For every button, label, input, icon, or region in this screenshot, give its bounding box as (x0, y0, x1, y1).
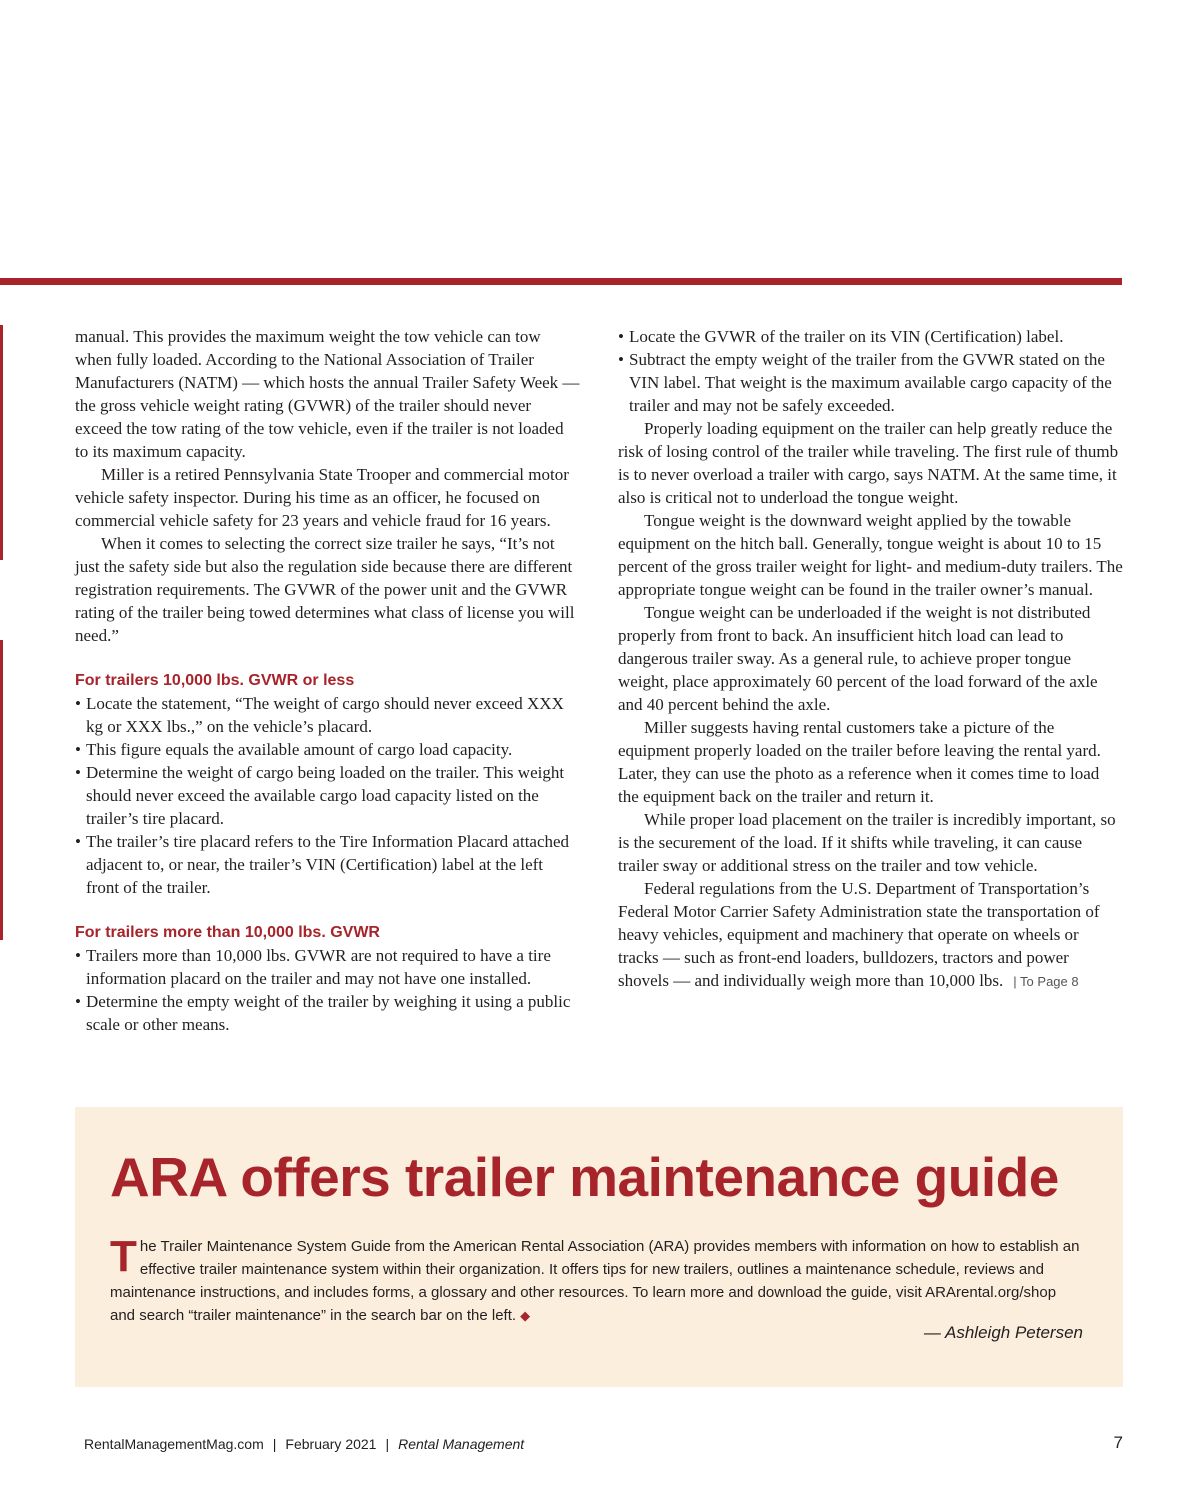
top-rule (0, 278, 1122, 285)
drop-cap: T (110, 1232, 137, 1281)
body-paragraph: While proper load placement on the trailer is incredibly important, so is the securement of the load. If it shifts while traveling, it can cause trailer sway or additional stress on the trailer and tow vehicle. (618, 810, 1116, 875)
footer-date: February 2021 (285, 1436, 377, 1452)
list-item: • Locate the statement, “The weight of cargo should never exceed XXX kg or XXX lbs.,” on the vehicle’s placard. (75, 692, 580, 738)
list-item: • Trailers more than 10,000 lbs. GVWR are not required to have a tire information placard on the trailer and may not have one installed. (75, 944, 580, 990)
list-item: • Determine the weight of cargo being loaded on the trailer. This weight should never exceed the available cargo load capacity listed on the trailer’s tire placard. (75, 761, 580, 830)
sidebar-box (75, 1107, 1123, 1387)
body-paragraph: When it comes to selecting the correct size trailer he says, “It’s not just the safety side but also the regulation side because there are different registration requirements. The GVWR of the power unit and the GVWR rating of the trailer being towed determines what class of license you will need.” (75, 534, 575, 645)
left-column (75, 325, 580, 1036)
section-heading: For trailers 10,000 lbs. GVWR or less (75, 672, 355, 689)
list-item: • Subtract the empty weight of the trailer from the GVWR stated on the VIN label. That weight is the maximum available cargo capacity of the trailer and may not be safely exceeded. (618, 348, 1123, 417)
byline: — Ashleigh Petersen (923, 1323, 1083, 1342)
body-paragraph: Tongue weight is the downward weight applied by the towable equipment on the hitch ball. Generally, tongue weight is about 10 to 15 percent of the gross trailer weight for light- and medium-duty trailers. The appropriate tongue weight can be found in the trailer owner’s manual. (618, 511, 1123, 599)
paragraph-text: Federal regulations from the U.S. Department of Transportation’s Federal Motor Carrier Safety Administration state the transportation of heavy vehicles, equipment and machinery that operate on wheels or tracks — such as front-end loaders, bulldozers, tractors and power shovels — and individually weigh more than 10,000 lbs. (618, 879, 1100, 990)
body-paragraph: Properly loading equipment on the trailer can help greatly reduce the risk of losing control of the trailer while traveling. The first rule of thumb is to never overload a trailer with cargo, says NATM. At the same time, it also is critical not to underload the tongue weight. (618, 419, 1119, 507)
footer-site: RentalManagementMag.com (84, 1436, 264, 1452)
body-paragraph: Tongue weight can be underloaded if the weight is not distributed properly from front to back. An insufficient hitch load can lead to dangerous trailer sway. As a general rule, to achieve proper tongue weight, place approximately 60 percent of the load forward of the axle and 40 percent behind the axle. (618, 603, 1098, 714)
sidebar-text: he Trailer Maintenance System Guide from the American Rental Association (ARA) provides members with information on how to establish an effective trailer maintenance system within their organization. It offers tips for new trailers, outlines a maintenance schedule, reviews and maintenance instructions, and includes forms, a glossary and other resources. To learn more and download the guide, visit ARArental.org/shop and search “trailer maintenance” in the search bar on the left. (110, 1238, 1080, 1324)
continued-link[interactable]: | To Page 8 (1013, 974, 1079, 989)
end-mark-icon: ◆ (520, 1308, 531, 1323)
right-column (618, 325, 1123, 993)
page-footer: RentalManagementMag.com | February 2021 | Rental Management (84, 1436, 525, 1452)
section-heading: For trailers more than 10,000 lbs. GVWR (75, 924, 380, 941)
list-item: • The trailer’s tire placard refers to the Tire Information Placard attached adjacent to, or near, the trailer’s VIN (Certification) label at the left front of the trailer. (75, 830, 580, 899)
margin-mark (0, 325, 3, 560)
body-paragraph: Miller is a retired Pennsylvania State Trooper and commercial motor vehicle safety inspector. During his time as an officer, he focused on commercial vehicle safety for 23 years and vehicle fraud for 16 years. (75, 465, 569, 530)
body-paragraph (618, 877, 1123, 993)
bullet-list (75, 944, 580, 1036)
bullet-list (75, 692, 580, 899)
body-paragraph: Miller suggests having rental customers take a picture of the equipment properly loaded on the trailer before leaving the rental yard. Later, they can use the photo as a reference when it comes time to load the equipment back on the trailer and return it. (618, 718, 1101, 806)
list-item: • This figure equals the available amount of cargo load capacity. (75, 738, 580, 761)
list-item: • Determine the empty weight of the trailer by weighing it using a public scale or other means. (75, 990, 580, 1036)
sidebar-title: ARA offers trailer maintenance guide (110, 1146, 1059, 1208)
footer-publication: Rental Management (398, 1436, 525, 1452)
margin-mark (0, 640, 3, 940)
sidebar-body (110, 1232, 1085, 1327)
list-item: • Locate the GVWR of the trailer on its VIN (Certification) label. (618, 325, 1123, 348)
body-paragraph: manual. This provides the maximum weight the tow vehicle can tow when fully loaded. According to the National Association of Trailer Manufacturers (NATM) — which hosts the annual Trailer Safety Week — the gross vehicle weight rating (GVWR) of the trailer should never exceed the tow rating of the tow vehicle, even if the trailer is not loaded to its maximum capacity. (75, 327, 580, 461)
page-number: 7 (1113, 1433, 1123, 1452)
bullet-list (618, 325, 1123, 417)
